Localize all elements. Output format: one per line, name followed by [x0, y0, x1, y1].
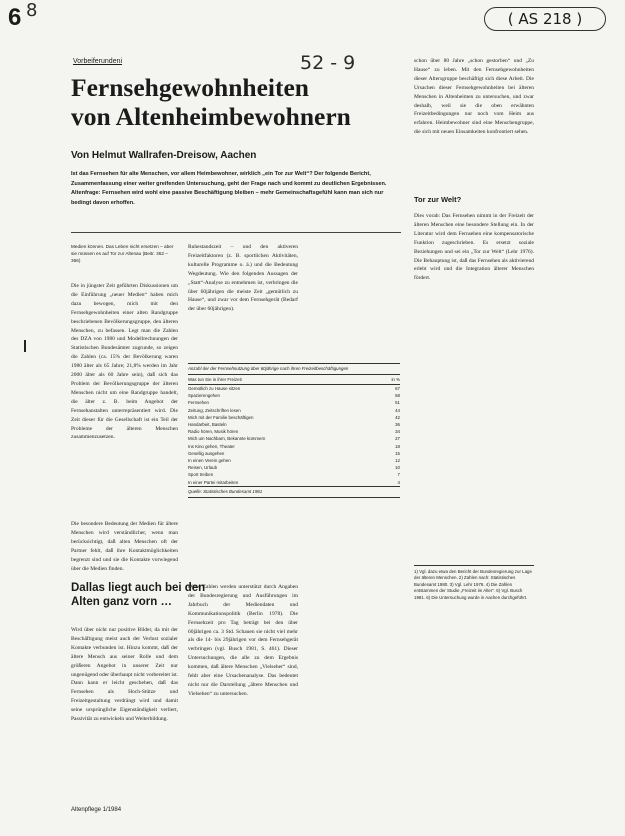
table-cell-label: Fernsehen: [188, 400, 209, 406]
table-cell-label: Handarbeit, Basteln: [188, 422, 227, 428]
table-cell-value: 7: [397, 472, 400, 478]
table-cell-value: 58: [395, 393, 400, 399]
table-cell-value: 10: [395, 465, 400, 471]
table-row: [188, 428, 400, 435]
subheading-line-2: Alten ganz vorn …: [71, 596, 172, 608]
page-number: 6: [8, 4, 22, 31]
table-cell-value: 12: [395, 458, 400, 464]
table-row: [188, 385, 400, 392]
article-title: [71, 73, 351, 131]
table-cell-label: Radio hören, Musik hören: [188, 429, 239, 435]
handwritten-number: 52 - 9: [300, 52, 356, 74]
table-cell-label: In einen Verein gehen: [188, 458, 231, 464]
body-text-col1: Die in jüngster Zeit geführten Diskussionen um die Einführung „neuer Medien“ haben mich dazu bewogen, mich mit den Fernsehgewohnheiten einer alten Randgruppe beschriebenen Bevölkerungsgruppe, den älteren Menschen, zu befassen. Legt man die Zahlen des DZA von 1980 und Modellrechnungen der Statistischen Bundesämter zugrunde, so zeigen die Zahlen (ca. 15% der Bevölkerung waren 1980 älter als 65 Jahre; 21,8% werden im Jahr 2000 älter als 60 Jahre sein), daß sich das Problem der Bevölkerungsgruppe der älteren Menschen nicht um eine Randgruppe handelt, die älter z. B. beim Angebot der Fernsehanstalten unterrepräsentiert wird. Die Zeit dieser für die Gesellschaft ist ein Teil der Probleme der älteren Menschen zusammenzusetzen.: [71, 283, 178, 441]
table-source: Quelle: Statistisches Bundesamt 1981: [188, 486, 400, 497]
table-cell-value: 44: [395, 407, 400, 413]
table-cell-label: Spazierengehen: [188, 393, 220, 399]
table-cell-value: 15: [395, 450, 400, 456]
table-row: [188, 392, 400, 399]
table-row: [188, 435, 400, 442]
table-cell-value: 42: [395, 414, 400, 420]
table-cell-label: In einer Partei mitarbeiten: [188, 479, 239, 485]
lead-paragraph: Ist das Fernsehen für alte Menschen, vor allem Heimbewohner, wirklich „ein Tor zur Welt“? Der folgende Bericht, Zusammenfassung einer weiter greifenden Untersuchung, geht der Frage nach und kommt zu deutlichen Ergebnissen. Altenfrage: Fernsehen wird wohl eine passive Beschäftigung bleiben – mehr Gemeinschaftsgefühl kann man sich nur bedingt davon erhoffen.: [71, 171, 387, 206]
table-cell-label: Gemütlich zu Hause sitzen: [188, 386, 241, 391]
table-cell-label: Ins Kino gehen, Theater: [188, 443, 235, 449]
subheading-line-1: Dallas liegt auch bei den: [71, 582, 206, 594]
table-cell-label: Zeitung, Zeitschriften lesen: [188, 407, 241, 413]
table-row: [188, 414, 400, 421]
table-header: [188, 375, 400, 385]
body-text-col4: Dies vorab: Das Fernsehen nimmt in der Freizeit der älteren Menschen eine besondere Stellung ein. In der Literatur wird dem Fernsehen eine kompensatorische Funktion zugeschrieben. Es ersetzt soziale Beziehungen und sei ein „Tor zur Welt“ (Lehr 1976). Die Behauptung ist, daß das Fernsehen als aktivierend erlebt wird und die Integration älterer Menschen fördert.: [414, 213, 534, 282]
table-row: [188, 471, 400, 478]
table-body: [188, 385, 400, 486]
table-header-left: Was tun Sie in ihrer Freizeit: [188, 377, 242, 382]
table-cell-label: Mich mit der Familie beschäftigen: [188, 414, 254, 420]
table-row: [188, 399, 400, 406]
table-row: [188, 464, 400, 471]
page-footer: Altenpflege 1/1984: [71, 807, 122, 813]
title-line-2: von Altenheimbewohnern: [71, 102, 351, 131]
table-cell-value: 27: [395, 436, 400, 442]
table-cell-label: Mich um Nachbarn, Bekannte kümmern: [188, 436, 266, 442]
table-caption: Anzahl der der Fernsehnutzung über 60jährige nach ihren Freizeitbeschäftigungen: [188, 364, 400, 375]
table-cell-value: 51: [395, 400, 400, 406]
leisure-table: [188, 363, 400, 498]
rubric: Vorbeiferundeni: [73, 58, 123, 65]
margin-mark: [24, 340, 36, 352]
table-cell-value: 4: [397, 479, 400, 485]
table-row: [188, 407, 400, 414]
author-line: Von Helmut Wallrafen-Dreisow, Aachen: [71, 150, 257, 161]
subheading-tor: Tor zur Welt?: [414, 195, 462, 204]
table-cell-label: Sport treiben: [188, 472, 214, 478]
body-text-col1b: Die besondere Bedeutung der Medien für ältere Menschen wird verständlicher, wenn man berücksichtigt, daß alten Menschen oft der Partner fehlt, daß ihre Kontaktmöglichkeiten begrenzt sind und sie die Kontakte vorwiegend über die Medien finden.: [71, 521, 178, 572]
body-text-col2: Ruhestandszeit – und den aktiveren Freizeitfaktoren (z. B. sportlichen Aktivitäten, kulturelle Programme o. ä.) und die Bedeutung Wegdeutung. Wie den folgenden Aussagen der „Statt“-Analyse zu entnehmen ist, verbringen die über 60jährigen die meiste Zeit „gemütlich zu Hause“, und zwar vor dem Fernsehgerät (Bedarf der über 60jährigen).: [188, 244, 298, 313]
table-cell-value: 18: [395, 443, 400, 449]
body-text-col1c: Wird über nicht nur positive Bilder, da mit der Beschäftigung meist auch der Verlust sozialer Kontakte verbunden ist. Hinzu kommt, daß der ältere Mensch aus seiner Rolle und dem größeren Angebot in unserer Zeit nur ungenügend oder überhaupt nicht vorbereitet ist. Dann kann er leicht geschehen, daß das Fernsehen als Hoch-Stütze und Freizeitgestaltung verdrängt wird und damit seine ursprüngliche Eigenständigkeit verliert, Passivität zu entwickeln und Weiterbildung.: [71, 627, 178, 723]
body-text-col3: schon über 80 Jahre „schon gestorben“ und „Zu Hause“ zu leben. Mit den Fernsehgewohnheiten dieser Altersgruppe beschäftigt sich diese Arbeit. Die Ursachen dieser Fernsehgewohnheiten bei älteren Menschen in Altenheimen zu untersuchen, und zwar deshalb, weil sie die oben erwähnten Freizeitbedingungen nur noch vom Heim aus erfahren. Heimbewohner sind eine Menschengruppe, die sich mit neuen Einsamkeiten konfrontiert sehen.: [414, 58, 534, 136]
table-row: [188, 450, 400, 457]
table-row: [188, 421, 400, 428]
body-text-col2b: Diese Zahlen werden unterstützt durch Angaben der Bundesregierung und Ausführungen im Jahrbuch der Mediendaten und Kommunikationspolitik (Berlin 1978). Die Fernsehzeit pro Tag beträgt bei den über 60jährigen ca. 3 Std. Schauen sie nicht viel mehr als die 14- bis 29jährigen vor dem Fernsehgerät verbringen (vgl. Busch 1981, S. 461). Dieser Untersuchungen, die alle zu dem Ergebnis kommen, daß ältere Menschen „Vielseher“ sind, fehlt aber eine Ursachenanalyse. Das bedeutet nicht nur die Darstellung „ältere Menschen und Vielsehen“ zu untersuchen.: [188, 584, 298, 697]
title-line-1: Fernsehgewohnheiten: [71, 73, 309, 102]
subheading-dallas: [71, 581, 205, 609]
archive-stamp: ( AS 218 ): [484, 7, 606, 31]
table-cell-value: 67: [395, 386, 400, 391]
footnotes: 1) Vgl. dazu etwa den Bericht der Bundesregierung zur Lage der älteren Menschen. 2) Zahlen nach: Statistisches Bundesamt 1980. 3) Vgl. Lehr 1976. 4) Die Zahlen entstammen der Studie „Freizeit im Alter“. 5) Vgl. Busch 1981. 6) Die Untersuchung wurde in Aachen durchgeführt.: [414, 565, 534, 601]
table-row: [188, 457, 400, 464]
divider: [71, 232, 401, 233]
handwritten-mark: 8: [26, 0, 38, 21]
table-cell-value: 36: [395, 422, 400, 428]
table-cell-label: Reisen, Urlaub: [188, 465, 218, 471]
table-cell-value: 34: [395, 429, 400, 435]
table-row: [188, 443, 400, 450]
table-cell-label: Gesellig ausgehen: [188, 450, 225, 456]
table-header-right: in %: [391, 377, 400, 382]
pull-quote: Medien können. Das Leben nicht ersetzen – aber sie müssen es auf Tor zur Altenau (Beitr. 362 – 366): [71, 244, 174, 263]
table-row: [188, 479, 400, 486]
